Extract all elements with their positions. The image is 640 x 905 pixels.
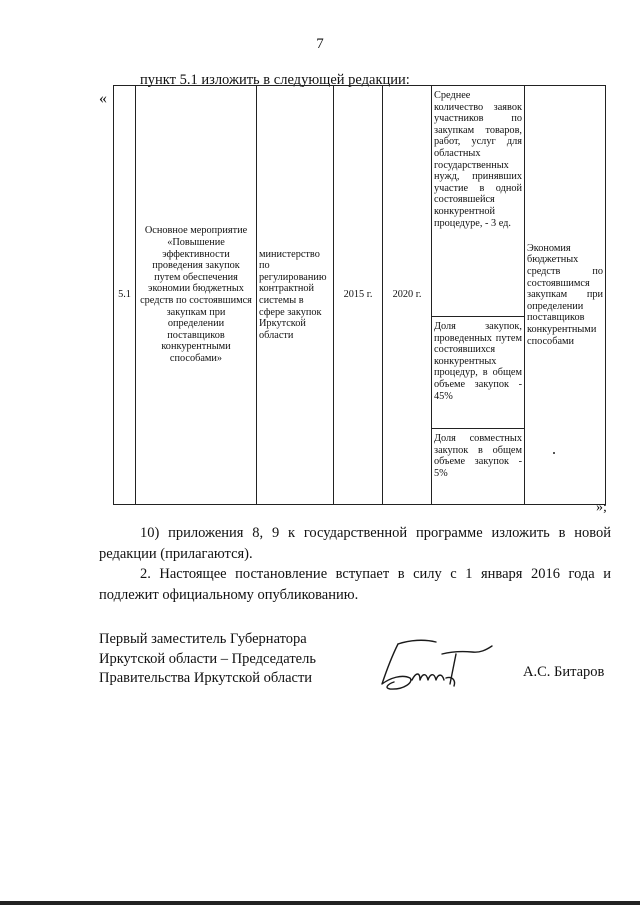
open-quote: « (99, 90, 107, 107)
indicator-cell: Доля закупок, проведенных путем состоявшихся конкурентных процедур, в общем объеме закупок - 45% (432, 317, 525, 429)
intro-text: пункт 5.1 изложить в следующей редакции: (140, 72, 410, 88)
executor-cell: министерство по регулированию контрактной системы в сфере закупок Иркутской области (257, 86, 334, 505)
close-quote: »; (596, 500, 607, 515)
signatory-title-line: Иркутской области – Председатель (99, 650, 316, 667)
paragraph-amendment: 10) приложения 8, 9 к государственной программе изложить в новой редакции (прилагаются). (99, 525, 611, 562)
scan-edge (0, 901, 640, 905)
event-cell: Основное мероприятие «Повышение эффективности проведения закупок путем обеспечения экономии бюджетных средств по состоявшимся закупкам при определении поставщиков конкурентными способами» (136, 86, 257, 505)
start-year-cell: 2015 г. (334, 86, 383, 505)
scan-speck (553, 452, 555, 454)
handwritten-signature (376, 634, 496, 696)
paragraph-effective-date: 2. Настоящее постановление вступает в силу с 1 января 2016 года и подлежит официальному опубликованию. (99, 566, 611, 603)
end-year-cell: 2020 г. (383, 86, 432, 505)
signatory-title (99, 630, 316, 689)
result-cell: Экономия бюджетных средств по состоявшимся закупкам при определении поставщиков конкурентными способами (525, 86, 606, 505)
item-number: 5.1 (114, 86, 136, 505)
program-table (113, 85, 606, 505)
signatory-name: А.С. Битаров (523, 664, 605, 680)
signatory-title-line: Первый заместитель Губернатора (99, 631, 307, 647)
page-number: 7 (316, 36, 324, 52)
indicator-cell: Доля совместных закупок в общем объеме закупок - 5% (432, 429, 525, 505)
indicator-cell: Среднее количество заявок участников по закупкам товаров, работ, услуг для областных государственных нужд, принявших участие в одной состоявшейся конкурентной процедуре, - 3 ед. (432, 86, 525, 317)
table-row (114, 86, 606, 317)
signatory-title-line: Правительства Иркутской области (99, 670, 313, 686)
